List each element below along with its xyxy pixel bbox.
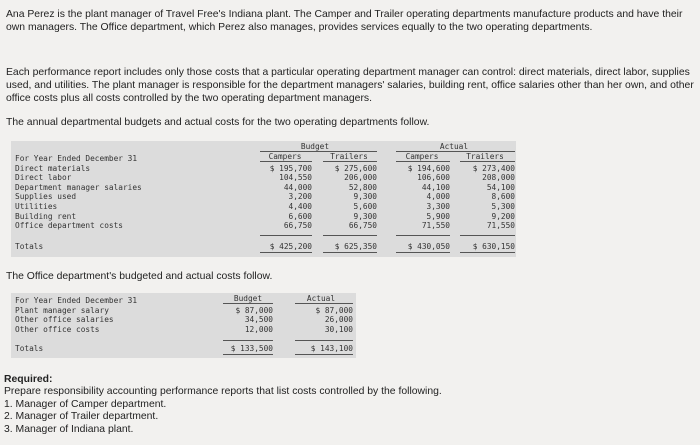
col-rule [223,303,273,304]
office-budget-table [11,293,356,358]
total-actual-trailers: $ 630,150 [472,242,515,251]
col-header-actual-campers: Campers [405,152,439,161]
cell-value: 54,100 [486,182,515,192]
cell-value: 71,550 [486,221,515,231]
intro-paragraph: Ana Perez is the plant manager of Travel Free's Indiana plant. The Camper and Trailer operating departments manufacture products and have their own managers. The Office department, which Perez also manages, provides services equally to the two operating departments. [6,9,683,33]
office-totals-label: Totals [15,344,44,353]
total-actual-campers: $ 430,050 [407,242,450,251]
row-label: Department manager salaries [15,182,142,192]
total-rule [223,340,273,341]
office-total-budget: $ 133,500 [230,344,273,353]
col-rule [323,161,377,162]
cell-value: 9,300 [353,211,377,221]
cell-value: 9,300 [353,192,377,202]
cell-value: 4,400 [288,202,312,211]
cell-value: 44,000 [283,182,312,192]
total-rule [260,235,312,236]
office-row-label: Plant manager salary [15,305,109,315]
office-cell-value: 30,100 [324,324,353,334]
office-row-label: For Year Ended December 31 [15,296,138,305]
cell-value: 4,000 [426,192,450,202]
performance-paragraph: Each performance report includes only those costs that a particular operating department manager can control: direct materials, direct labor, supplies used, and utilities. The plant manager is responsible for the department managers' salaries, building rent, office salaries other than her own, and other office costs plus all costs controlled by the two operating department managers. [6,67,694,104]
cell-value: 3,200 [288,192,312,202]
cell-value: 3,300 [426,202,450,211]
total-rule [396,235,450,236]
cell-value: 6,600 [288,211,312,221]
cell-value: 5,600 [353,202,377,211]
cell-value: 5,900 [426,211,450,221]
double-rule [223,354,273,355]
row-label: Direct materials [15,163,91,173]
double-rule [323,252,377,253]
total-rule [460,235,515,236]
cell-value: 8,600 [491,192,515,202]
office-cell-value: 34,500 [244,315,273,325]
office-col-header-actual: Actual [306,294,336,303]
office-cell-value: 12,000 [244,324,273,334]
office-row-label: Other office salaries [15,315,114,325]
office-cell-value: 26,000 [324,315,353,325]
department-budget-table [11,141,516,257]
row-label: Utilities [15,202,58,211]
cell-value: 106,600 [417,173,450,183]
cell-value: 104,550 [279,173,312,183]
total-rule [295,340,353,341]
row-label: For Year Ended December 31 [15,154,138,163]
double-rule [396,252,450,253]
cell-value: 44,100 [421,182,450,192]
col-header-budget-trailers: Trailers [330,152,368,161]
row-label: Office department costs [15,221,123,231]
col-rule [260,161,312,162]
cell-value: 71,550 [421,221,450,231]
total-budget-campers: $ 425,200 [269,242,312,251]
office-total-actual: $ 143,100 [310,344,353,353]
row-label: Direct labor [15,173,72,183]
office-col-header-budget: Budget [233,294,263,303]
col-rule [396,161,450,162]
cell-value: 66,750 [348,221,377,231]
budget-group-header: Budget [300,142,330,151]
cell-value: $ 195,700 [269,163,312,173]
cell-value: 206,000 [344,173,377,183]
double-rule [295,354,353,355]
cell-value: $ 194,600 [407,163,450,173]
row-label: Building rent [15,211,77,221]
totals-label: Totals [15,242,44,251]
cell-value: 5,300 [491,202,515,211]
cell-value: 52,800 [348,182,377,192]
cell-value: 66,750 [283,221,312,231]
office-cell-value: $ 87,000 [235,305,273,315]
double-rule [460,252,515,253]
required-section [4,374,442,436]
col-header-actual-trailers: Trailers [466,152,504,161]
required-item: 3. Manager of Indiana plant. [4,423,134,435]
required-item: 2. Manager of Trailer department. [4,411,159,423]
office-cell-value: $ 87,000 [315,305,353,315]
annual-budget-intro: The annual departmental budgets and actual costs for the two operating departments follow. [6,117,430,128]
total-rule [323,235,377,236]
cell-value: $ 275,600 [334,163,377,173]
row-label: Supplies used [15,192,77,202]
col-header-budget-campers: Campers [268,152,302,161]
required-instruction: Prepare responsibility accounting performance reports that list costs controlled by the following. [4,386,442,398]
cell-value: 208,000 [482,173,515,183]
office-costs-intro: The Office department's budgeted and actual costs follow. [6,271,273,282]
total-budget-trailers: $ 625,350 [334,242,377,251]
cell-value: $ 273,400 [472,163,515,173]
required-title: Required: [4,374,53,385]
double-rule [260,252,312,253]
required-item: 1. Manager of Camper department. [4,398,167,410]
col-rule [460,161,515,162]
col-rule [295,303,353,304]
cell-value: 9,200 [491,211,515,221]
office-row-label: Other office costs [15,324,100,334]
actual-group-header: Actual [439,142,469,151]
